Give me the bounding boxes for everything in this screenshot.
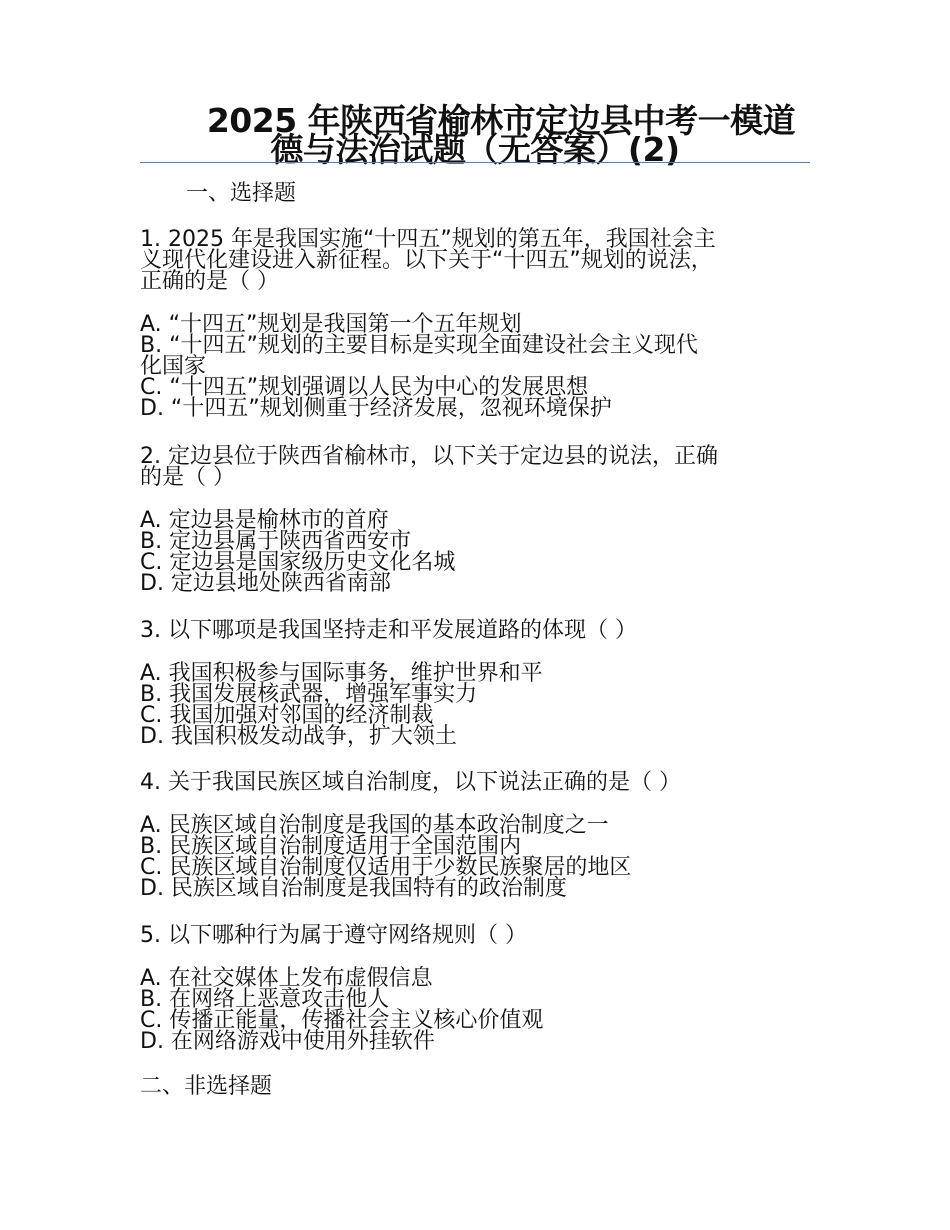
question-options bbox=[140, 314, 812, 419]
section-heading-non-choice: 二、非选择题 bbox=[140, 1074, 273, 1099]
option-b: B. 定边县属于陕西省西安市 bbox=[140, 529, 412, 554]
option-d: D. 在网络游戏中使用外挂软件 bbox=[140, 1029, 435, 1054]
question-options bbox=[140, 663, 812, 747]
option-d: D. 我国积极发动战争，扩大领土 bbox=[140, 724, 457, 749]
question-stem bbox=[140, 229, 812, 292]
option-c: C. 传播正能量，传播社会主义核心价值观 bbox=[140, 1008, 544, 1033]
question-options bbox=[140, 510, 812, 594]
question-options bbox=[140, 968, 812, 1052]
question-2 bbox=[140, 446, 812, 594]
option-b: B. 在网络上恶意攻击他人 bbox=[140, 987, 390, 1012]
option-b: B. 我国发展核武器，增强军事实力 bbox=[140, 682, 478, 707]
question-5 bbox=[140, 925, 812, 1052]
stem-line: 4. 关于我国民族区域自治制度，以下说法正确的是（ ） bbox=[140, 770, 681, 795]
option-c: C. 定边县是国家级历史文化名城 bbox=[140, 550, 456, 575]
stem-line: 5. 以下哪种行为属于遵守网络规则（ ） bbox=[140, 923, 527, 948]
option-a: A. 民族区域自治制度是我国的基本政治制度之一 bbox=[140, 813, 609, 838]
stem-line: 正确的是（ ） bbox=[140, 269, 279, 294]
question-3 bbox=[140, 620, 812, 747]
stem-line: 的是（ ） bbox=[140, 465, 235, 490]
option-c: C. 我国加强对邻国的经济制裁 bbox=[140, 703, 434, 728]
option-b: B. 民族区域自治制度适用于全国范围内 bbox=[140, 834, 522, 859]
document-title bbox=[140, 101, 810, 169]
question-stem bbox=[140, 446, 812, 488]
title-line-1: 2025 年陕西省榆林市定边县中考一模道 bbox=[206, 101, 796, 140]
stem-line: 义现代化建设进入新征程。以下关于“十四五”规划的说法， bbox=[140, 248, 713, 273]
question-1 bbox=[140, 229, 812, 419]
stem-line: 1. 2025 年是我国实施“十四五”规划的第五年，我国社会主 bbox=[140, 227, 716, 252]
stem-line: 2. 定边县位于陕西省榆林市，以下关于定边县的说法，正确 bbox=[140, 444, 718, 469]
title-underline bbox=[140, 162, 810, 163]
option-b: B. “十四五”规划的主要目标是实现全面建设社会主义现代 bbox=[140, 333, 698, 358]
question-stem bbox=[140, 620, 812, 641]
question-stem bbox=[140, 925, 812, 946]
option-a: A. 在社交媒体上发布虚假信息 bbox=[140, 966, 433, 991]
option-b-continued: 化国家 bbox=[140, 354, 207, 379]
title-line-2: 德与法治试题（无答案）(2) bbox=[270, 130, 680, 169]
option-c: C. 民族区域自治制度仅适用于少数民族聚居的地区 bbox=[140, 855, 632, 880]
option-a: A. 我国积极参与国际事务，维护世界和平 bbox=[140, 661, 543, 686]
section-heading-choice: 一、选择题 bbox=[186, 181, 297, 206]
option-a: A. “十四五”规划是我国第一个五年规划 bbox=[140, 312, 522, 337]
question-options bbox=[140, 815, 812, 899]
option-d: D. “十四五”规划侧重于经济发展，忽视环境保护 bbox=[140, 396, 612, 421]
option-d: D. 民族区域自治制度是我国特有的政治制度 bbox=[140, 876, 567, 901]
question-stem bbox=[140, 772, 812, 793]
question-4 bbox=[140, 772, 812, 899]
stem-line: 3. 以下哪项是我国坚持走和平发展道路的体现（ ） bbox=[140, 618, 637, 643]
option-d: D. 定边县地处陕西省南部 bbox=[140, 571, 391, 596]
option-c: C. “十四五”规划强调以人民为中心的发展思想 bbox=[140, 375, 589, 400]
option-a: A. 定边县是榆林市的首府 bbox=[140, 508, 389, 533]
